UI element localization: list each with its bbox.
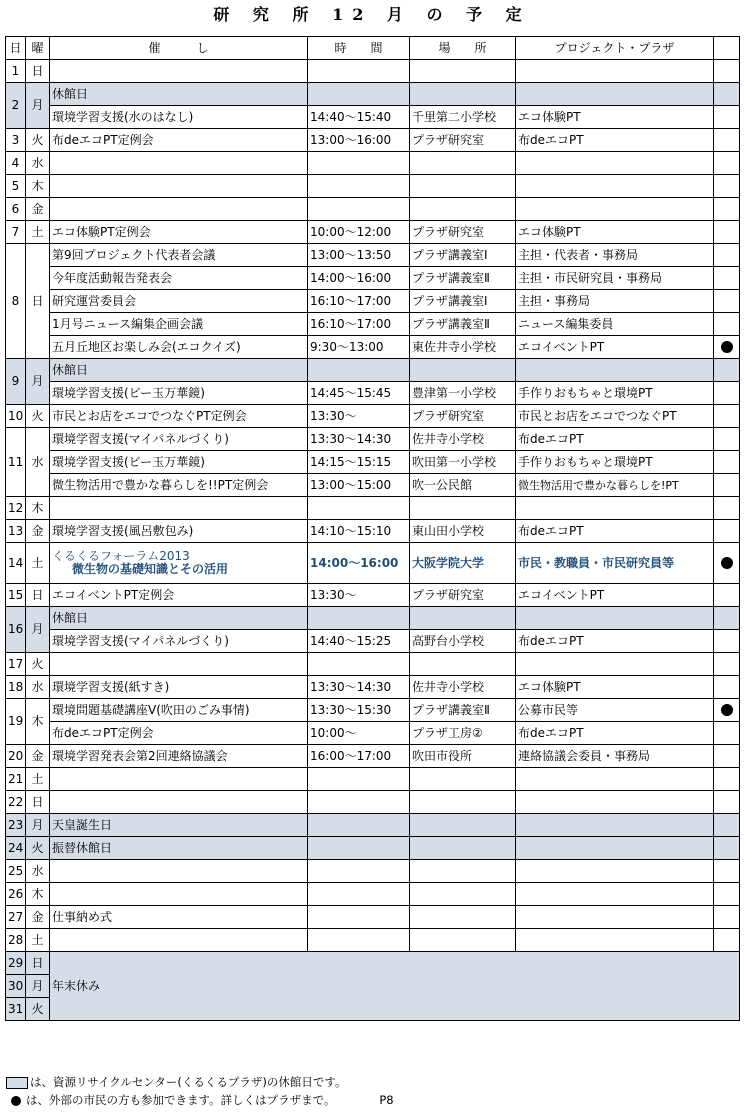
table-row <box>6 883 740 906</box>
table-row <box>6 405 740 428</box>
table-row <box>6 198 740 221</box>
project-cell: 微生物活用で豊かな暮らしを!PT <box>516 474 714 497</box>
time-cell: 14:40～15:25 <box>308 630 410 653</box>
day-number: 23 <box>6 814 26 837</box>
weekday: 土 <box>26 768 50 791</box>
day-number: 26 <box>6 883 26 906</box>
day-number: 22 <box>6 791 26 814</box>
weekday: 木 <box>26 699 50 745</box>
project-cell: 手作りおもちゃと環境PT <box>516 451 714 474</box>
time-cell: 14:40～15:40 <box>308 106 410 129</box>
day-number: 24 <box>6 837 26 860</box>
table-row <box>6 336 740 359</box>
header-mark <box>714 37 740 60</box>
project-cell: 市民・教職員・市民研究員等 <box>516 543 714 584</box>
time-cell: 13:00～16:00 <box>308 129 410 152</box>
legend <box>6 1073 394 1109</box>
table-row <box>6 952 740 975</box>
time-cell: 14:45～15:45 <box>308 382 410 405</box>
table-row <box>6 837 740 860</box>
project-cell: 布deエコPT <box>516 428 714 451</box>
day-number: 17 <box>6 653 26 676</box>
table-row <box>6 313 740 336</box>
event-cell: 微生物活用で豊かな暮らしを!!PT定例会 <box>50 474 308 497</box>
event-cell: 休館日 <box>50 83 308 106</box>
project-cell: 布deエコPT <box>516 520 714 543</box>
weekday: 土 <box>26 929 50 952</box>
time-cell: 14:00～16:00 <box>308 267 410 290</box>
day-number: 16 <box>6 607 26 653</box>
weekday: 日 <box>26 952 50 975</box>
place-cell: 千里第二小学校 <box>410 106 516 129</box>
table-row <box>6 60 740 83</box>
place-cell: プラザ研究室 <box>410 221 516 244</box>
weekday: 火 <box>26 405 50 428</box>
table-row <box>6 244 740 267</box>
project-cell: 布deエコPT <box>516 722 714 745</box>
weekday: 金 <box>26 198 50 221</box>
table-row <box>6 290 740 313</box>
place-cell: 佐井寺小学校 <box>410 676 516 699</box>
place-cell: 東山田小学校 <box>410 520 516 543</box>
table-row <box>6 520 740 543</box>
table-row <box>6 543 740 584</box>
project-cell: エコイベントPT <box>516 336 714 359</box>
project-cell: 主担・市民研究員・事務局 <box>516 267 714 290</box>
weekday: 金 <box>26 520 50 543</box>
day-number: 20 <box>6 745 26 768</box>
table-row <box>6 722 740 745</box>
day-number: 18 <box>6 676 26 699</box>
weekday: 火 <box>26 998 50 1021</box>
weekday: 日 <box>26 791 50 814</box>
time-cell: 13:00～13:50 <box>308 244 410 267</box>
event-cell <box>50 543 308 584</box>
table-row <box>6 382 740 405</box>
header-project: プロジェクト・プラザ <box>516 37 714 60</box>
weekday: 日 <box>26 244 50 359</box>
time-cell: 13:30～14:30 <box>308 676 410 699</box>
table-row <box>6 497 740 520</box>
place-cell: プラザ講義室Ⅱ <box>410 267 516 290</box>
event-cell: 天皇誕生日 <box>50 814 308 837</box>
place-cell: 高野台小学校 <box>410 630 516 653</box>
forum-subtitle: 微生物の基礎知識とその活用 <box>72 562 229 576</box>
weekday: 月 <box>26 83 50 129</box>
table-row <box>6 474 740 497</box>
year-end-holiday-cell: 年末休み <box>50 952 740 1021</box>
event-cell: 休館日 <box>50 607 308 630</box>
event-cell: 環境学習支援(マイパネルづくり) <box>50 428 308 451</box>
weekday: 火 <box>26 837 50 860</box>
place-cell: プラザ講義室Ⅱ <box>410 699 516 722</box>
header-day: 日 <box>6 37 26 60</box>
day-number: 1 <box>6 60 26 83</box>
project-cell: 公募市民等 <box>516 699 714 722</box>
weekday: 木 <box>26 883 50 906</box>
table-row <box>6 584 740 607</box>
day-number: 29 <box>6 952 26 975</box>
project-cell: エコイベントPT <box>516 584 714 607</box>
project-cell: 主担・代表者・事務局 <box>516 244 714 267</box>
event-cell: 環境問題基礎講座Ⅴ(吹田のごみ事情) <box>50 699 308 722</box>
weekday: 水 <box>26 860 50 883</box>
table-row <box>6 699 740 722</box>
place-cell: プラザ講義室Ⅱ <box>410 313 516 336</box>
time-cell: 13:30～ <box>308 405 410 428</box>
time-cell: 16:00～17:00 <box>308 745 410 768</box>
project-cell: 布deエコPT <box>516 129 714 152</box>
day-number: 31 <box>6 998 26 1021</box>
event-cell: 五月丘地区お楽しみ会(エコクイズ) <box>50 336 308 359</box>
weekday: 金 <box>26 745 50 768</box>
day-number: 3 <box>6 129 26 152</box>
time-cell: 13:00～15:00 <box>308 474 410 497</box>
table-row <box>6 451 740 474</box>
time-cell: 9:30～13:00 <box>308 336 410 359</box>
time-cell: 16:10～17:00 <box>308 313 410 336</box>
event-cell: 環境学習支援(水のはなし) <box>50 106 308 129</box>
forum-title: くるくるフォーラム2013 <box>52 549 190 563</box>
legend-open <box>6 1091 394 1109</box>
project-cell: 手作りおもちゃと環境PT <box>516 382 714 405</box>
place-cell: プラザ研究室 <box>410 584 516 607</box>
weekday: 日 <box>26 60 50 83</box>
event-cell: エコイベントPT定例会 <box>50 584 308 607</box>
table-row <box>6 929 740 952</box>
place-cell: 大阪学院大学 <box>410 543 516 584</box>
day-number: 5 <box>6 175 26 198</box>
place-cell: 吹田第一小学校 <box>410 451 516 474</box>
event-cell: 布deエコPT定例会 <box>50 722 308 745</box>
event-cell: 環境学習支援(ビー玉万華鏡) <box>50 382 308 405</box>
place-cell: プラザ研究室 <box>410 405 516 428</box>
day-number: 14 <box>6 543 26 584</box>
day-number: 12 <box>6 497 26 520</box>
event-cell: 環境学習発表会第2回連絡協議会 <box>50 745 308 768</box>
weekday: 日 <box>26 584 50 607</box>
weekday: 月 <box>26 975 50 998</box>
day-number: 2 <box>6 83 26 129</box>
place-cell: 吹田市役所 <box>410 745 516 768</box>
header-row <box>6 37 740 60</box>
project-cell: エコ体験PT <box>516 106 714 129</box>
day-number: 7 <box>6 221 26 244</box>
table-row <box>6 860 740 883</box>
open-event-dot-icon <box>721 704 733 716</box>
day-number: 28 <box>6 929 26 952</box>
project-cell: ニュース編集委員 <box>516 313 714 336</box>
legend-closed <box>6 1073 394 1091</box>
header-time: 時 間 <box>308 37 410 60</box>
header-event: 催 し <box>50 37 308 60</box>
table-row <box>6 83 740 106</box>
time-cell: 13:30～ <box>308 584 410 607</box>
project-cell: エコ体験PT <box>516 676 714 699</box>
time-cell: 10:00～12:00 <box>308 221 410 244</box>
closed-swatch-icon <box>6 1077 28 1089</box>
day-number: 30 <box>6 975 26 998</box>
table-row <box>6 814 740 837</box>
weekday: 火 <box>26 653 50 676</box>
weekday: 土 <box>26 543 50 584</box>
weekday: 火 <box>26 129 50 152</box>
weekday: 水 <box>26 676 50 699</box>
schedule-table <box>5 36 740 1021</box>
place-cell: 佐井寺小学校 <box>410 428 516 451</box>
table-row <box>6 906 740 929</box>
place-cell: 東佐井寺小学校 <box>410 336 516 359</box>
table-row <box>6 267 740 290</box>
time-cell: 10:00～ <box>308 722 410 745</box>
place-cell: プラザ工房② <box>410 722 516 745</box>
table-row <box>6 106 740 129</box>
event-cell: 市民とお店をエコでつなぐPT定例会 <box>50 405 308 428</box>
page-number: P8 <box>379 1093 394 1107</box>
project-cell: 主担・事務局 <box>516 290 714 313</box>
table-row <box>6 791 740 814</box>
weekday: 月 <box>26 359 50 405</box>
day-number: 11 <box>6 428 26 497</box>
table-row <box>6 359 740 382</box>
table-row <box>6 768 740 791</box>
project-cell: 布deエコPT <box>516 630 714 653</box>
place-cell: プラザ講義室Ⅰ <box>410 244 516 267</box>
day-number: 27 <box>6 906 26 929</box>
event-cell: 環境学習支援(紙すき) <box>50 676 308 699</box>
project-cell: 市民とお店をエコでつなぐPT <box>516 405 714 428</box>
time-cell: 14:00～16:00 <box>308 543 410 584</box>
page-title: 研 究 所 12 月 の 予 定 <box>213 5 531 24</box>
weekday: 土 <box>26 221 50 244</box>
open-event-dot-icon <box>11 1096 21 1106</box>
event-cell: 研究運営委員会 <box>50 290 308 313</box>
time-cell: 14:10～15:10 <box>308 520 410 543</box>
weekday: 木 <box>26 497 50 520</box>
table-row <box>6 221 740 244</box>
day-number: 15 <box>6 584 26 607</box>
place-cell: プラザ講義室Ⅰ <box>410 290 516 313</box>
event-cell: 布deエコPT定例会 <box>50 129 308 152</box>
event-cell: 振替休館日 <box>50 837 308 860</box>
time-cell: 13:30～14:30 <box>308 428 410 451</box>
weekday: 月 <box>26 607 50 653</box>
table-row <box>6 676 740 699</box>
table-row <box>6 129 740 152</box>
event-cell: 環境学習支援(ビー玉万華鏡) <box>50 451 308 474</box>
event-cell: 仕事納め式 <box>50 906 308 929</box>
legend-closed-text: は、資源リサイクルセンター(くるくるプラザ)の休館日です。 <box>30 1075 347 1089</box>
day-number: 4 <box>6 152 26 175</box>
table-row <box>6 428 740 451</box>
place-cell: 豊津第一小学校 <box>410 382 516 405</box>
weekday: 水 <box>26 428 50 497</box>
event-cell: 環境学習支援(マイパネルづくり) <box>50 630 308 653</box>
event-cell: 今年度活動報告発表会 <box>50 267 308 290</box>
time-cell: 14:15～15:15 <box>308 451 410 474</box>
day-number: 21 <box>6 768 26 791</box>
place-cell: プラザ研究室 <box>410 129 516 152</box>
legend-open-text: は、外部の市民の方も参加できます。詳しくはプラザまで。 <box>26 1093 336 1107</box>
time-cell: 16:10～17:00 <box>308 290 410 313</box>
table-row <box>6 653 740 676</box>
table-row <box>6 175 740 198</box>
day-number: 13 <box>6 520 26 543</box>
event-cell: エコ体験PT定例会 <box>50 221 308 244</box>
day-number: 9 <box>6 359 26 405</box>
event-cell: 環境学習支援(風呂敷包み) <box>50 520 308 543</box>
weekday: 月 <box>26 814 50 837</box>
weekday: 木 <box>26 175 50 198</box>
header-place: 場 所 <box>410 37 516 60</box>
weekday: 水 <box>26 152 50 175</box>
event-cell: 第9回プロジェクト代表者会議 <box>50 244 308 267</box>
event-cell: 休館日 <box>50 359 308 382</box>
day-number: 8 <box>6 244 26 359</box>
open-event-dot-icon <box>721 557 733 569</box>
day-number: 19 <box>6 699 26 745</box>
header-weekday: 曜 <box>26 37 50 60</box>
table-row <box>6 745 740 768</box>
table-row <box>6 630 740 653</box>
place-cell: 吹一公民館 <box>410 474 516 497</box>
table-row <box>6 152 740 175</box>
project-cell: 連絡協議会委員・事務局 <box>516 745 714 768</box>
day-number: 25 <box>6 860 26 883</box>
weekday: 金 <box>26 906 50 929</box>
time-cell: 13:30～15:30 <box>308 699 410 722</box>
day-number: 6 <box>6 198 26 221</box>
event-cell: 1月号ニュース編集企画会議 <box>50 313 308 336</box>
table-row <box>6 607 740 630</box>
project-cell: エコ体験PT <box>516 221 714 244</box>
day-number: 10 <box>6 405 26 428</box>
open-event-dot-icon <box>721 341 733 353</box>
